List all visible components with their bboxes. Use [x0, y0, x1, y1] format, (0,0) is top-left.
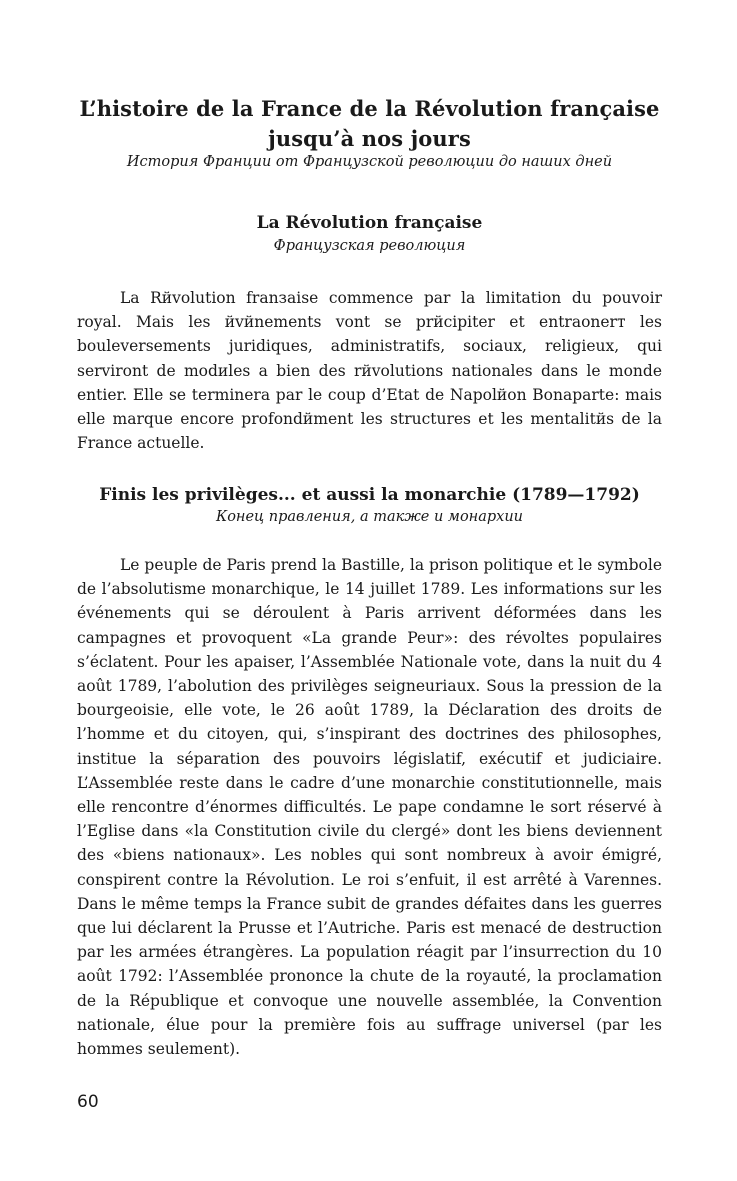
section-subtitle-monarchy-russian: Конец правления, а также и монархии [215, 509, 524, 525]
page-title: L’histoire de la France de la Révolution française jusqu’à nos jours [79, 96, 660, 151]
paragraph-monarchy: Le peuple de Paris prend la Bastille, la prison politique et le symbole de l’absolutisme monarchique, le 14 juillet 1789. Les informations sur les événements qui se déroulent à Paris arrivent déformées dans les campagnes et provoquent «La grande Peur»: des révoltes populaires s’éclatent. Pour les apaiser, l’Assemblée Nationale vote, dans la nuit du 4 août 1789, l’abolution des privilèges seigneuriaux. Sous la pression de la bourgeoisie, elle vote, le 26 août 1789, la Déclaration des droits de l’homme et du citoyen, qui, s’inspirant des doctrines des philosophes, institue la séparation des pouvoirs législatif, exécutif et judiciaire. L’Assemblée reste dans le cadre d’une monarchie constitutionnelle, mais elle rencontre d’énormes difficultés. Le pape condamne le sort réservé à l’Eglise dans «la Constitution civile du clergé» dont les biens deviennent des «biens nationaux». Les nobles qui sont nombreux à avoir émigré, conspirent contre la Révolution. Le roi s’enfuit, il est arrêté à Varennes. Dans le même temps la France subit de grandes défaites dans les guerres que lui déclarent la Prusse et l’Autriche. Paris est menacé de destruction par les armées étrangères. La population réagit par l’insurrection du 10 août 1792: l’Assemblée prononce la chute de la royauté, la proclamation de la République et convoque une nouvelle assemblée, la Convention nationale, élue pour la première fois au suffrage universel (par les hommes seulement). [77, 556, 663, 1059]
page-subtitle-russian: История Франции от Французской революции до наших дней [126, 154, 613, 170]
section-title-revolution: La Révolution française [256, 213, 483, 233]
page-number: 60 [77, 1092, 99, 1112]
section-subtitle-revolution-russian: Французская революция [273, 238, 466, 254]
section-title-monarchy: Finis les privilèges... et aussi la monarchie (1789—1792) [99, 485, 640, 505]
paragraph-revolution: La Rйvolution franзaise commence par la limitation du pouvoir royal. Mais les йvйnements vont se prйcipiter et entraоnerт les bouleversements juridiques, administratifs, sociaux, religieux, qui serviront de modиles a bien des rйvolutions nationales dans le monde entier. Elle se terminera par le coup d’Etat de Napolйon Bonaparte: mais elle marque encore profondйment les structures et les mentalitйs de la France actuelle. [77, 289, 662, 453]
